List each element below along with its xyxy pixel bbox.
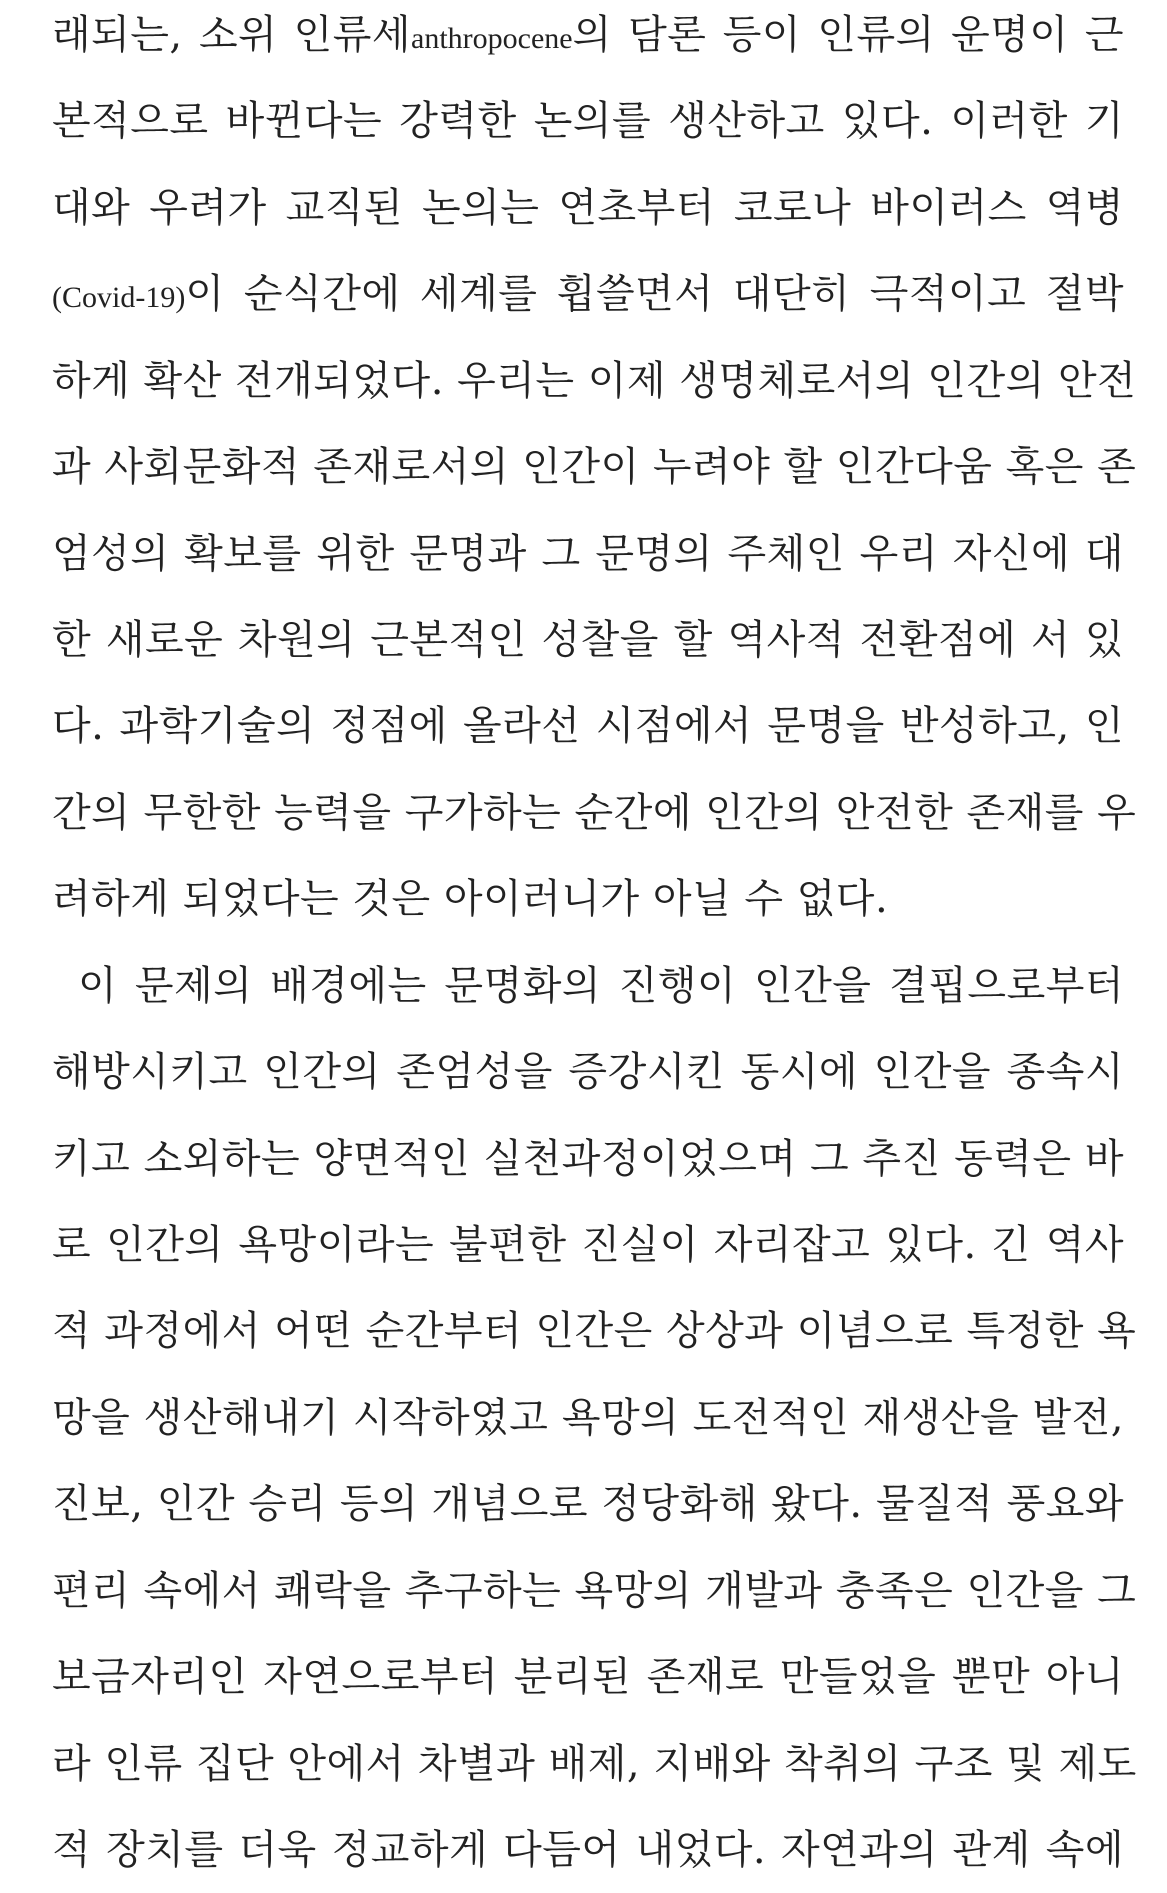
text-line: 해방시키고 인간의 존엄성을 증강시킨 동시에 인간을 종속시 [52, 1049, 1124, 1095]
text-line: 하게 확산 전개되었다. 우리는 이제 생명체로서의 인간의 안전 [52, 358, 1137, 404]
text-line: 진보, 인간 승리 등의 개념으로 정당화해 왔다. 물질적 풍요와 [52, 1481, 1124, 1527]
text-line: 려하게 되었다는 것은 아이러니가 아닐 수 없다. [52, 876, 889, 922]
text-line: 적 과정에서 어떤 순간부터 인간은 상상과 이념으로 특정한 욕 [52, 1308, 1137, 1354]
text-line: 래되는, 소위 인류세anthropocene의 담론 등이 인류의 운명이 근 [52, 12, 1124, 58]
text-line: 편리 속에서 쾌락을 추구하는 욕망의 개발과 충족은 인간을 그 [52, 1568, 1137, 1614]
text-line: 망을 생산해내기 시작하였고 욕망의 도전적인 재생산을 발전, [52, 1395, 1124, 1441]
text-line: 키고 소외하는 양면적인 실천과정이었으며 그 추진 동력은 바 [52, 1136, 1124, 1182]
text-line: (Covid-19)이 순식간에 세계를 휩쓸면서 대단히 극적이고 절박 [52, 271, 1124, 317]
text-line: 본적으로 바뀐다는 강력한 논의를 생산하고 있다. 이러한 기 [52, 98, 1124, 144]
text-line: 엄성의 확보를 위한 문명과 그 문명의 주체인 우리 자신에 대 [52, 531, 1124, 577]
text-line: 로 인간의 욕망이라는 불편한 진실이 자리잡고 있다. 긴 역사 [52, 1222, 1124, 1268]
text-line: 이 문제의 배경에는 문명화의 진행이 인간을 결핍으로부터 [78, 963, 1124, 1009]
text-line: 한 새로운 차원의 근본적인 성찰을 할 역사적 전환점에 서 있 [52, 617, 1124, 663]
text-line: 보금자리인 자연으로부터 분리된 존재로 만들었을 뿐만 아니 [52, 1654, 1124, 1700]
text-line: 다. 과학기술의 정점에 올라선 시점에서 문명을 반성하고, 인 [52, 703, 1124, 749]
text-line: 대와 우려가 교직된 논의는 연초부터 코로나 바이러스 역병 [52, 185, 1124, 231]
text-line: 간의 무한한 능력을 구가하는 순간에 인간의 안전한 존재를 우 [52, 790, 1137, 836]
text-line: 라 인류 집단 안에서 차별과 배제, 지배와 착취의 구조 및 제도 [52, 1741, 1137, 1787]
text-line: 과 사회문화적 존재로서의 인간이 누려야 할 인간다움 혹은 존 [52, 444, 1137, 490]
text-line: 적 장치를 더욱 정교하게 다듬어 내었다. 자연과의 관계 속에 [52, 1827, 1124, 1873]
